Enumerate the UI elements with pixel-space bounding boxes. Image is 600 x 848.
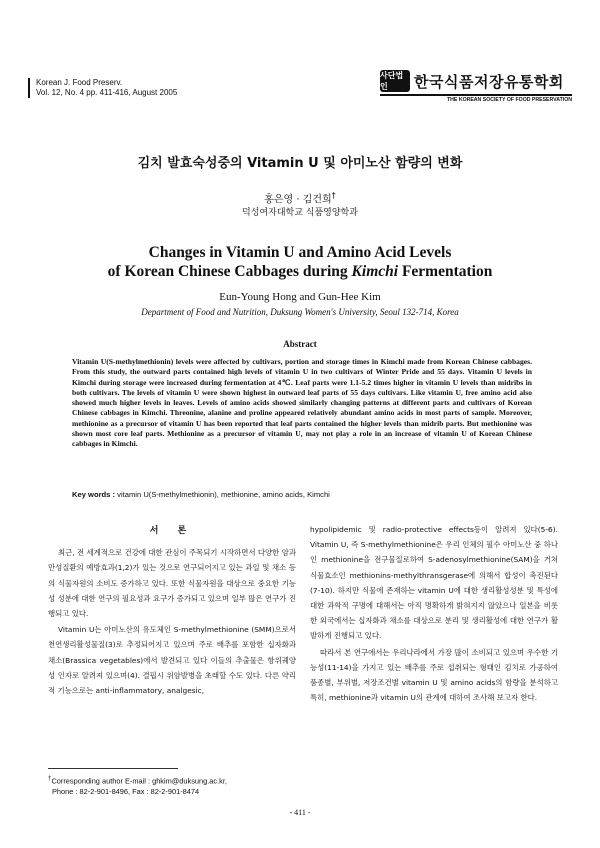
korean-affiliation: 덕성여자대학교 식품영양학과 [242,208,358,218]
abstract-text: Vitamin U(S-methylmethionin) levels were affected by cultivars, portion and storage times in Kimchi made from Korean Chinese cabbages. From this study, the outward parts contained high levels of vitamin U in two cultivars of Winter Pride and 55 days. Vitamin U levels in Kimchi during storage were increased during fermentation at 4℃. Leaf parts were 1.1-5.2 times higher in vitamin U levels than midribs in both cultivars. The levels of vitamin U were shown highest in outward leaf parts of 55 days cultivars. Like vitamin U, free amino acid also showed much higher levels in leaves. Levels of amino acids showed similarly changing patterns at different parts and cultivars of Korean Chinese cabbages in Kimchi. Threonine, alanine and proline appeared relatively abundant amino acids in most parts of sample. Moreover, methionine as a precursor of vitamin U has been reported that leaf parts contained the higher levels than midrib parts. But methionine was shown most core leaf parts. Methionine as a precursor of vitamin U, may not play a role in an increase of vitamin U of Korean Chinese cabbages in Kimchi. [72,357,532,449]
abstract-heading: Abstract [283,339,317,349]
keywords-text: vitamin U(S-methylmethionin), methionine, amino acids, Kimchi [115,490,330,499]
english-authors: Eun-Young Hong and Gun-Hee Kim [219,291,381,303]
intro-right-column [310,522,558,706]
society-header [380,70,572,103]
journal-name: Korean J. Food Preserv. [36,78,123,87]
intro-left-column [48,522,296,699]
intro-paragraph: 따라서 본 연구에서는 우리나라에서 가장 많이 소비되고 있으며 우수한 기능성(11-14)을 가지고 있는 배추를 주로 섭취되는 형태인 김치로 가공하여 품종별, 부위별, 저장조건별 vitamin U 및 amino acids의 함량을 분석하고 특히, methionine과 vitamin U의 관계에 대하여 조사해 보고자 한다. [310,647,558,703]
english-title: Changes in Vitamin U and Amino Acid Levels of Korean Chinese Cabbages during Kimchi Fermentation [107,244,493,280]
korean-authors: 홍은영 · 김건희† [264,190,336,206]
society-name-english: THE KOREAN SOCIETY OF FOOD PRESERVATION [380,94,572,103]
page-number: - 411 - [289,808,311,817]
intro-paragraph: 최근, 전 세계적으로 건강에 대한 관심이 주목되기 시작하면서 다양한 암과 만성질환의 예방효과(1,2)가 있는 것으로 연구되어지고 있는 과일 및 채소 등의 식물자원의 소비도 증가하고 있다. 또한 식물자원을 대상으로 중요한 기능성 성분에 대한 연구의 필요성과 요구가 증가되고 있으며 일부 많은 연구가 진행되고 있다. [48,548,296,619]
english-affiliation: Department of Food and Nutrition, Duksung Women's University, Seoul 132-714, Korea [141,307,459,317]
keywords [72,490,542,499]
footnote-divider [48,768,178,769]
society-logo-icon: 사단법인 [380,70,410,92]
intro-heading: 서 론 [149,526,195,536]
korean-title: 김치 발효숙성중의 Vitamin U 및 아미노산 함량의 변화 [137,156,463,171]
intro-paragraph: hypolipidemic 및 radio-protective effects등이 알려져 있다(5-6). Vitamin U, 즉 S-methylmethionine은 우리 인체의 필수 아미노산 중 하나인 methionine을 전구물질로하여 S-adenosylmethionine(SAM)을 거쳐 식물효소인 methionins-methylthransgerase에 의해서 합성이 촉진된다(7-10). 하지만 식물에 존재하는 vitamin U에 대한 생리활성성분 및 특성에 대한 과학적 구명에 대해서는 아직 명확하게 밝혀지지 않았으나 일본을 비롯한 외국에서는 십자화과 채소를 대상으로 분리 및 생리활성에 대한 연구가 활발하게 진행되고 있다. [310,525,558,641]
intro-paragraph: Vitamin U는 아미노산의 유도체인 S-methylmethionine (SMM)으로서 천연생리활성물질(3)로 추정되어지고 있으며 주로 배추를 포함한 십자화과 채소(Brassica vegetables)에서 발견되고 있다 이들의 추출물은 항위궤양성 인자로 알려져 있으며(4). 결핍시 위암발병을 초래할 수도 있다. 다른 약리적 기능으로는 anti-inflammatory, analgesic, [48,625,296,696]
journal-volume: Vol. 12, No. 4 pp. 411-416, August 2005 [36,88,178,97]
society-name-korean: 한국식품저장유통학회 [414,72,564,91]
keywords-label: Key words : [72,490,116,499]
corresponding-author-footnote: †Corresponding author E-mail : ghkim@duksung.ac.kr, Phone : 82-2-901-8496, Fax : 82-2-901-8474 [48,775,227,797]
journal-citation [28,78,177,98]
corresponding-mark: † [331,190,336,200]
